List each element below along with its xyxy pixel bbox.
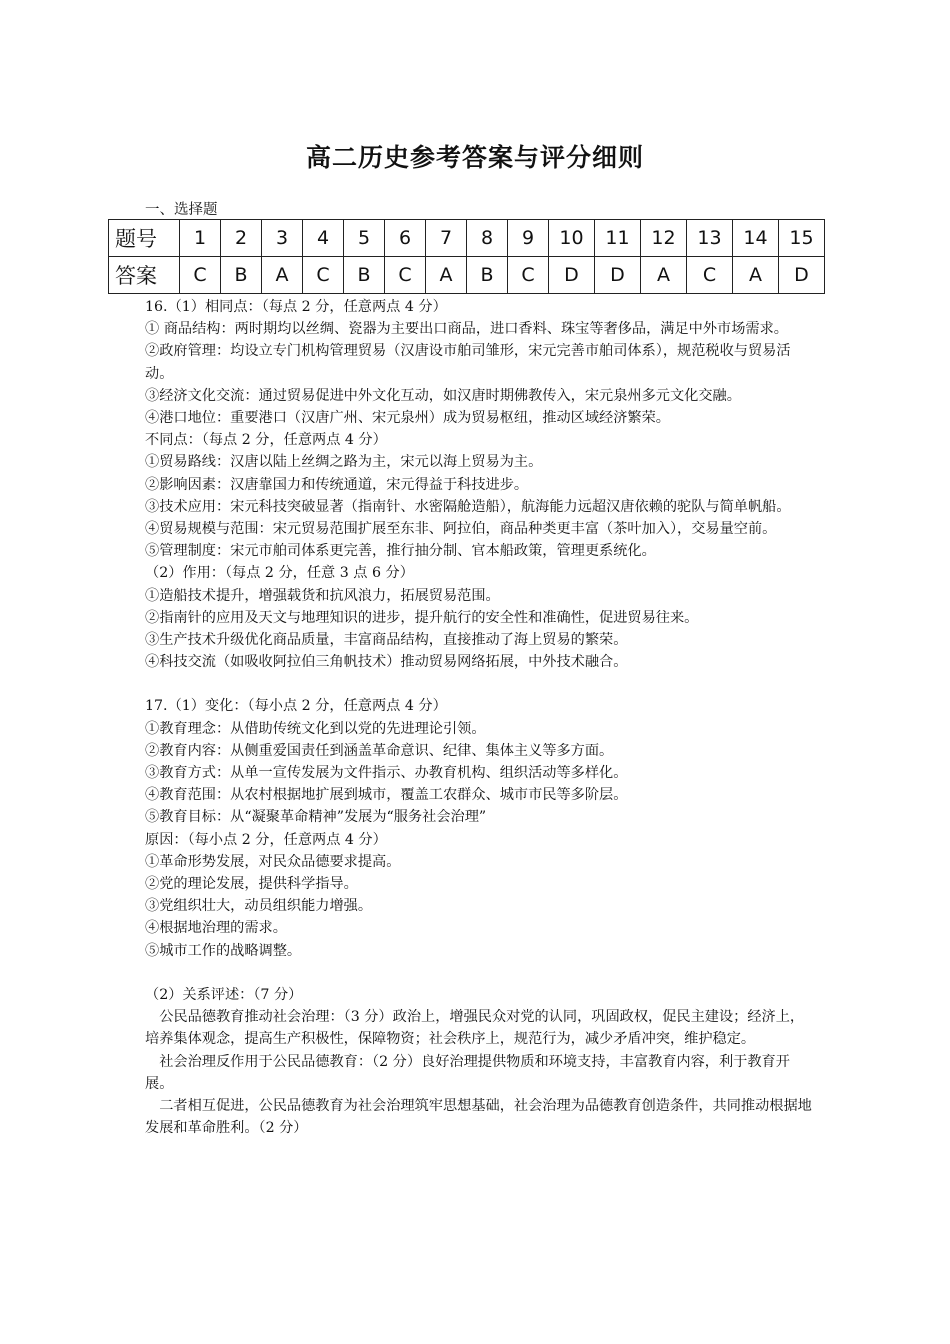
question-number: 8: [467, 220, 508, 257]
section-heading-choice: 一、选择题: [145, 202, 218, 218]
question-17-part2-block: [145, 984, 815, 1139]
q16-line: ②指南针的应用及天文与地理知识的进步，提升航行的安全性和准确性，促进贸易往来。: [145, 609, 699, 626]
q17-line: ①教育理念：从借助传统文化到以党的先进理论引领。: [145, 720, 486, 737]
answer-table: [108, 219, 825, 294]
table-row-numbers: [109, 220, 825, 257]
q17-line: ②教育内容：从侧重爱国责任到涵盖革命意识、纪律、集体主义等多方面。: [145, 742, 614, 759]
q17-part2-paragraph: 二者相互促进，公民品德教育为社会治理筑牢思想基础，社会治理为品德教育创造条件，共同推动根据地发展和革命胜利。（2 分）: [145, 1097, 812, 1137]
answer-letter: C: [385, 257, 426, 294]
q16-line: 不同点：（每点 2 分，任意两点 4 分）: [145, 432, 387, 449]
question-number: 13: [687, 220, 733, 257]
q17-line: ①革命形势发展，对民众品德要求提高。: [145, 853, 401, 870]
q17-line: 原因：（每小点 2 分，任意两点 4 分）: [145, 831, 387, 848]
q16-line: ③技术应用：宋元科技突破显著（指南针、水密隔舱造船），航海能力远超汉唐依赖的驼队与简单帆船。: [145, 498, 791, 515]
answer-letter: C: [508, 257, 549, 294]
answer-letter: C: [180, 257, 221, 294]
q17-line: ③党组织壮大，动员组织能力增强。: [145, 898, 373, 915]
q16-line: ①造船技术提升，增强载货和抗风浪力，拓展贸易范围。: [145, 587, 500, 604]
q17-line: ③教育方式：从单一宣传发展为文件指示、办教育机构、组织活动等多样化。: [145, 765, 628, 782]
answer-letter: A: [733, 257, 779, 294]
answer-letter: B: [467, 257, 508, 294]
q16-line: ⑤管理制度：宋元市舶司体系更完善，推行抽分制、官本船政策，管理更系统化。: [145, 543, 656, 560]
q17-part2-paragraph: 社会治理反作用于公民品德教育：（2 分）良好治理提供物质和环境支持，丰富教育内容，利于教育开展。: [145, 1053, 790, 1092]
question-number: 9: [508, 220, 549, 257]
question-number: 7: [426, 220, 467, 257]
row-header-answer: 答案: [109, 257, 180, 294]
q17-line: ②党的理论发展，提供科学指导。: [145, 876, 358, 893]
q16-line: ③生产技术升级优化商品质量，丰富商品结构，直接推动了海上贸易的繁荣。: [145, 632, 628, 649]
question-number: 15: [779, 220, 825, 257]
q16-line: ① 商品结构：两时期均以丝绸、瓷器为主要出口商品，进口香料、珠宝等奢侈品，满足中外市场需求。: [145, 321, 788, 338]
q17-part2-heading: （2）关系评述：（7 分）: [145, 986, 303, 1003]
q16-line: （2）作用：（每点 2 分，任意 3 点 6 分）: [145, 565, 414, 582]
answer-letter: B: [344, 257, 385, 294]
answer-body: [145, 296, 815, 1139]
question-number: 3: [262, 220, 303, 257]
answer-letter: A: [641, 257, 687, 294]
q16-line: ③经济文化交流：通过贸易促进中外文化互动，如汉唐时期佛教传入，宋元泉州多元文化交融。: [145, 387, 741, 404]
q16-line: ①贸易路线：汉唐以陆上丝绸之路为主，宋元以海上贸易为主。: [145, 454, 543, 471]
answer-letter: A: [262, 257, 303, 294]
spacer: [145, 673, 815, 695]
question-number: 14: [733, 220, 779, 257]
q16-line: ④贸易规模与范围：宋元贸易范围扩展至东非、阿拉伯，商品种类更丰富（茶叶加入），交易量空前。: [145, 521, 777, 538]
answer-letter: D: [549, 257, 595, 294]
question-number: 11: [595, 220, 641, 257]
question-number: 12: [641, 220, 687, 257]
q16-line: 16.（1）相同点：（每点 2 分，任意两点 4 分）: [145, 299, 447, 315]
q17-part2-paragraph: 公民品德教育推动社会治理：（3 分）政治上，增强民众对党的认同，巩固政权，促民主建设；经济上，培养集体观念，提高生产积极性，保障物资；社会秩序上，规范行为，减少矛盾冲突，维护稳定。: [145, 1009, 805, 1048]
answer-letter: A: [426, 257, 467, 294]
q16-line: ④科技交流（如吸收阿拉伯三角帆技术）推动贸易网络拓展，中外技术融合。: [145, 654, 628, 671]
q17-line: 17.（1）变化：（每小点 2 分，任意两点 4 分）: [145, 698, 447, 715]
q17-line: ④根据地治理的需求。: [145, 920, 287, 937]
answer-letter: D: [595, 257, 641, 294]
question-number: 4: [303, 220, 344, 257]
q16-line: ②政府管理：均设立专门机构管理贸易（汉唐设市舶司雏形，宋元完善市舶司体系），规范税收与贸易活动。: [145, 343, 791, 382]
question-16-block: [145, 296, 815, 673]
question-number: 1: [180, 220, 221, 257]
answer-letter: B: [221, 257, 262, 294]
row-header-number: 题号: [109, 220, 180, 257]
q17-line: ④教育范围：从农村根据地扩展到城市，覆盖工农群众、城市市民等多阶层。: [145, 787, 628, 804]
q17-line: ⑤城市工作的战略调整。: [145, 942, 302, 959]
q16-line: ②影响因素：汉唐靠国力和传统通道，宋元得益于科技进步。: [145, 476, 529, 493]
table-row-answers: [109, 257, 825, 294]
q16-line: ④港口地位：重要港口（汉唐广州、宋元泉州）成为贸易枢纽，推动区域经济繁荣。: [145, 410, 670, 427]
question-number: 10: [549, 220, 595, 257]
answer-letter: C: [303, 257, 344, 294]
spacer: [145, 962, 815, 984]
page-title: 高二历史参考答案与评分细则: [305, 143, 644, 172]
question-number: 6: [385, 220, 426, 257]
question-number: 2: [221, 220, 262, 257]
answer-letter: D: [779, 257, 825, 294]
answer-letter: C: [687, 257, 733, 294]
question-17-block: [145, 695, 815, 961]
q17-line: ⑤教育目标：从“凝聚革命精神”发展为“服务社会治理”: [145, 809, 487, 826]
question-number: 5: [344, 220, 385, 257]
